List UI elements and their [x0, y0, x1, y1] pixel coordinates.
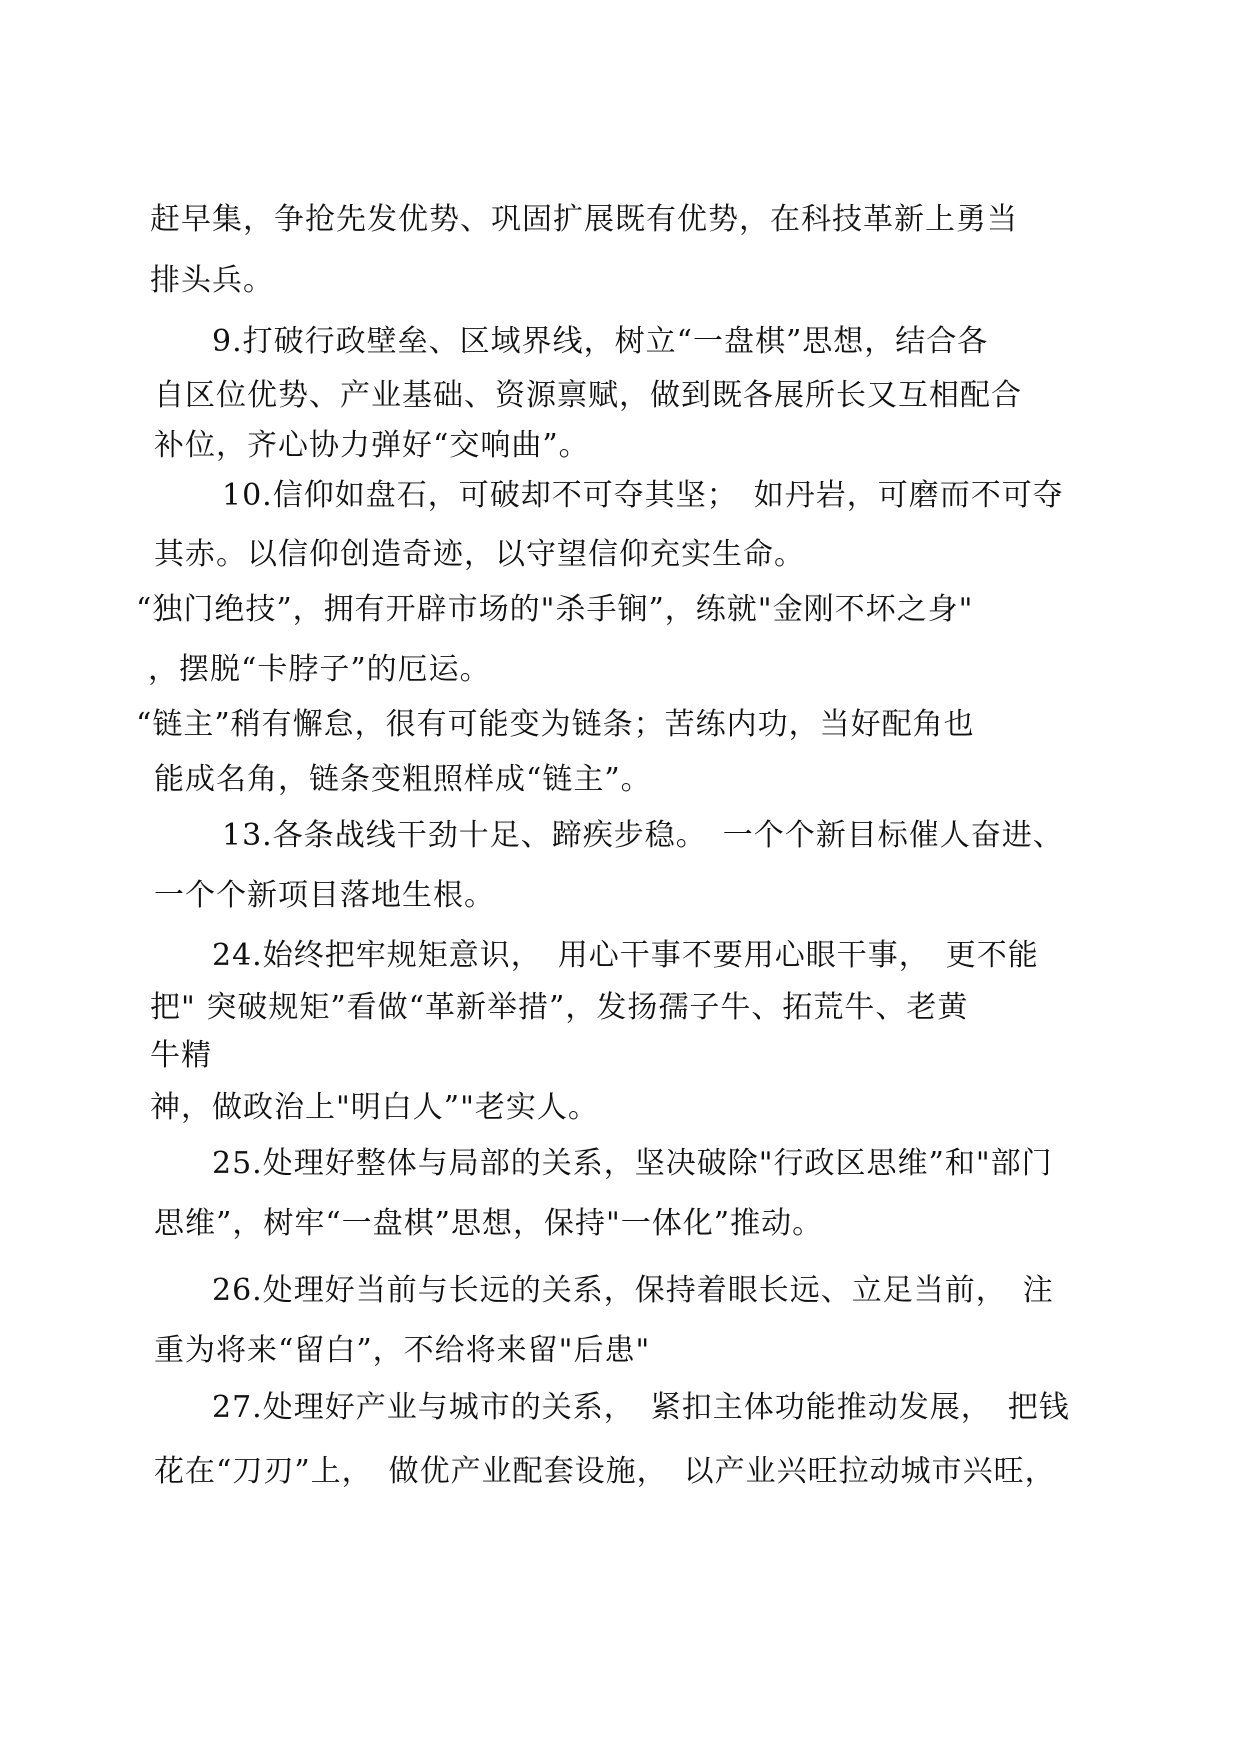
text-line: 25.处理好整体与局部的关系，坚决破除"行政区思维”和"部门	[212, 1146, 1053, 1181]
text-line: “链主”稍有懈怠，很有可能变为链条；苦练内功，当好配角也	[136, 707, 975, 742]
text-line: 神，做政治上"明白人”"老实人。	[150, 1090, 599, 1125]
text-line: ，摆脱“卡脖子”的厄运。	[148, 652, 491, 687]
text-line: 赶早集，争抢先发优势、巩固扩展既有优势，在科技革新上勇当	[150, 202, 1018, 237]
text-line: 9.打破行政壁垒、区域界线，树立“一盘棋”思想，结合各	[212, 324, 989, 359]
text-line: 10.信仰如盘石，可破却不可夺其坚； 如丹岩，可磨而不可夺	[222, 478, 1064, 513]
text-line: 能成名角，链条变粗照样成“链主”。	[154, 762, 652, 797]
text-line: 一个个新项目落地生根。	[154, 878, 495, 913]
text-line: 思维”，树牢“一盘棋”思想，保持"一体化”推动。	[154, 1206, 824, 1241]
text-line: 13.各条战线干劲十足、蹄疾步稳。 一个个新目标催人奋进、	[222, 818, 1064, 853]
text-line: 27.处理好产业与城市的关系， 紧扣主体功能推动发展， 把钱	[212, 1390, 1070, 1425]
text-line: 其赤。以信仰创造奇迹，以守望信仰充实生命。	[154, 537, 805, 572]
text-line: 补位，齐心协力弹好“交响曲”。	[154, 428, 590, 463]
text-line: 重为将来“留白”，不给将来留"后患"	[154, 1333, 651, 1368]
text-line: 把" 突破规矩”看做“革新举措”，发扬孺子牛、拓荒牛、老黄	[150, 990, 969, 1025]
text-line: 26.处理好当前与长远的关系，保持着眼长远、立足当前， 注	[212, 1273, 1054, 1308]
text-line: 自区位优势、产业基础、资源禀赋，做到既各展所长又互相配合	[154, 378, 1022, 413]
text-line: 排头兵。	[150, 263, 274, 298]
text-line: “独门绝技”，拥有开辟市场的"杀手锏”，练就"金刚不坏之身"	[136, 592, 974, 627]
text-line: 牛精	[150, 1038, 212, 1073]
text-line: 花在“刀刃”上， 做优产业配套设施， 以产业兴旺拉动城市兴旺，	[154, 1454, 1056, 1489]
text-line: 24.始终把牢规矩意识， 用心干事不要用心眼干事， 更不能	[212, 938, 1039, 973]
